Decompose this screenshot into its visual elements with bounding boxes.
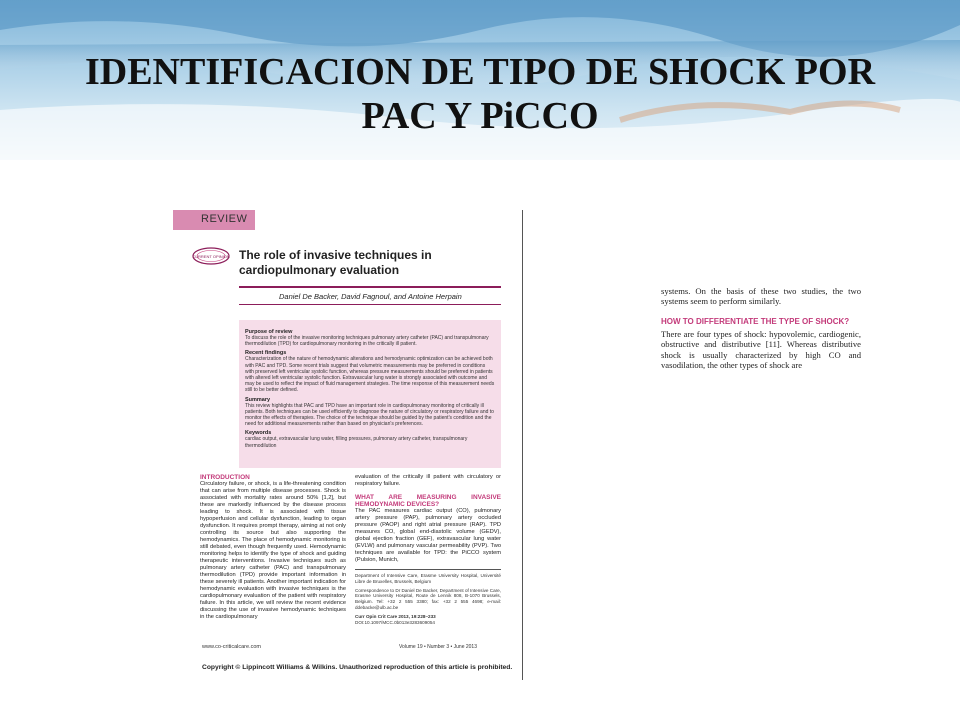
slide-title-line1: IDENTIFICACION DE TIPO DE SHOCK POR <box>84 51 876 93</box>
shock-types-text: There are four types of shock: hypovolemic, cardiogenic, obstructive and distributive [11]. Whereas distributive shock is usually characterized by high CO and vasodilation, the other types of shock are <box>661 328 861 371</box>
body-right-column <box>355 474 501 625</box>
body-left-column <box>200 474 346 621</box>
article-title: The role of invasive techniques in cardiopulmonary evaluation <box>239 248 432 277</box>
right-column-lead-text: evaluation of the critically ill patient with circulatory or respiratory failure. <box>355 474 501 487</box>
journal-website: www.co-criticalcare.com <box>202 644 261 650</box>
article-doi: DOI:10.1097/MCC.0b013e3283609054 <box>355 619 435 625</box>
current-opinion-logo <box>191 246 231 266</box>
introduction-heading: INTRODUCTION <box>200 474 250 481</box>
measuring-devices-text: The PAC measures cardiac output (CO), pulmonary artery pressure (PAP), pulmonary artery occluded pressure (PAOP) and right atrial pressure (RAP). TPD measures CO, global end-diastolic volume (GEDV), global ejection fraction (GEF), extravascular lung water (EVLW) and pulmonary vascular permeability (PVP). Two techniques are available for TPD: the PiCCO system (Pulsion, Munich, <box>355 508 501 563</box>
volume-issue: Volume 19 • Number 3 • June 2013 <box>399 644 477 650</box>
journal-citation: Curr Opin Crit Care 2013, 19:228–233 <box>355 613 436 619</box>
abstract-keywords-text: cardiac output, extravascular lung water, filling pressures, pulmonary artery catheter, transpulmonary thermodilution <box>245 436 468 449</box>
paper-page-two-excerpt <box>661 286 861 370</box>
review-badge-label: REVIEW <box>201 213 248 225</box>
logo-lettering: CURRENT OPINION <box>192 254 230 259</box>
correspondence-note: Correspondence to Dr Daniel De Backer, Department of Intensive Care, Erasme University Hospital, Route de Lennik 808, B-1070 Brussels, Belgium. Tel: +32 2 555 3380; fax: +32 2 555 4698; e-mail: ddebacke@ulb.ac.be <box>355 587 501 610</box>
measuring-devices-heading: WHAT ARE MEASURING INVASIVE HEMODYNAMIC DEVICES? <box>355 494 501 508</box>
abstract-keywords-heading: Keywords <box>245 430 272 437</box>
paper-first-page <box>171 208 513 678</box>
abstract-findings-text: Characterization of the nature of hemodynamic alterations and hemodynamic optimization can be achieved both with PAC and TPD. Some recent trials suggest that volumetric measurements may be preferred in conditions with preserved left ventricular systolic function, whereas pressure measurements should be preferred in patients with altered left ventricular systolic function. Extravascular lung water is strongly associated with outcome and may be used to reflect the impact of fluid management strategies. The time response of this measurement needs still to be better defined. <box>245 356 495 394</box>
footnote-rule <box>355 569 501 570</box>
abstract-findings-heading: Recent findings <box>245 350 287 357</box>
slide-title-line2: PAC Y PiCCO <box>361 95 599 137</box>
review-badge <box>173 210 255 230</box>
title-rule <box>239 286 501 288</box>
abstract-summary-text: This review highlights that PAC and TPD have an important role in cardiopulmonary monitoring of critically ill patients. Both techniques can be used efficiently to diagnose the nature of circulatory or respiratory failure and to monitor the effects of therapies. The choice of the technique should be guided by the patient's condition and the need for additional measurements rather than based on physician's preferences. <box>245 402 494 428</box>
shock-types-heading: HOW TO DIFFERENTIATE THE TYPE OF SHOCK? <box>661 316 850 326</box>
page-divider <box>522 210 523 680</box>
article-authors: Daniel De Backer, David Fagnoul, and Antoine Herpain <box>279 292 462 301</box>
abstract-purpose-heading: Purpose of review <box>245 329 293 335</box>
header-banner <box>0 0 960 160</box>
slide-title <box>60 50 900 138</box>
abstract-purpose-text: To discuss the role of the invasive monitoring techniques pulmonary artery catheter (PAC) and transpulmonary thermodilution (TPD) for cardiopulmonary monitoring in the critically ill patient. <box>245 335 489 348</box>
affiliation-note: Department of Intensive Care, Erasme University Hospital, Université Libre de Bruxelles, Brussels, Belgium <box>355 573 501 584</box>
abstract-summary-heading: Summary <box>245 396 271 403</box>
abstract-box <box>239 320 501 468</box>
authors-rule <box>239 304 501 305</box>
copyright-notice: Copyright © Lippincott Williams & Wilkins. Unauthorized reproduction of this article is prohibited. <box>202 664 513 671</box>
introduction-text: Circulatory failure, or shock, is a life-threatening condition that can arise from multiple disease processes. Shock is associated with mortality rates around 50% [1,2], but these are markedly influenced by the disease process leading to shock. It is associated with tissue hypoperfusion and cellular dysfunction, leading to organ dysfunction. It requires prompt therapy, aiming at not only controlling its source but also supporting the hemodynamics. The place of hemodynamic monitoring is still debated, even though frequently used. Hemodynamic monitoring helps to identify the type of shock and guiding therapeutic interventions. Invasive techniques such as pulmonary artery catheter (PAC) and transpulmonary thermodilution (TPD) provide important information in these severely ill patients. Another important indication for hemodynamic evaluation with invasive techniques is the cardiopulmonary evaluation of the patient with respiratory failure. In this article, we will review the recent evidence discussing the use of invasive hemodynamic techniques in the cardiopulmonary <box>200 481 346 620</box>
page2-lead-text: systems. On the basis of these two studies, the two systems seem to perform similarly. <box>661 286 861 307</box>
